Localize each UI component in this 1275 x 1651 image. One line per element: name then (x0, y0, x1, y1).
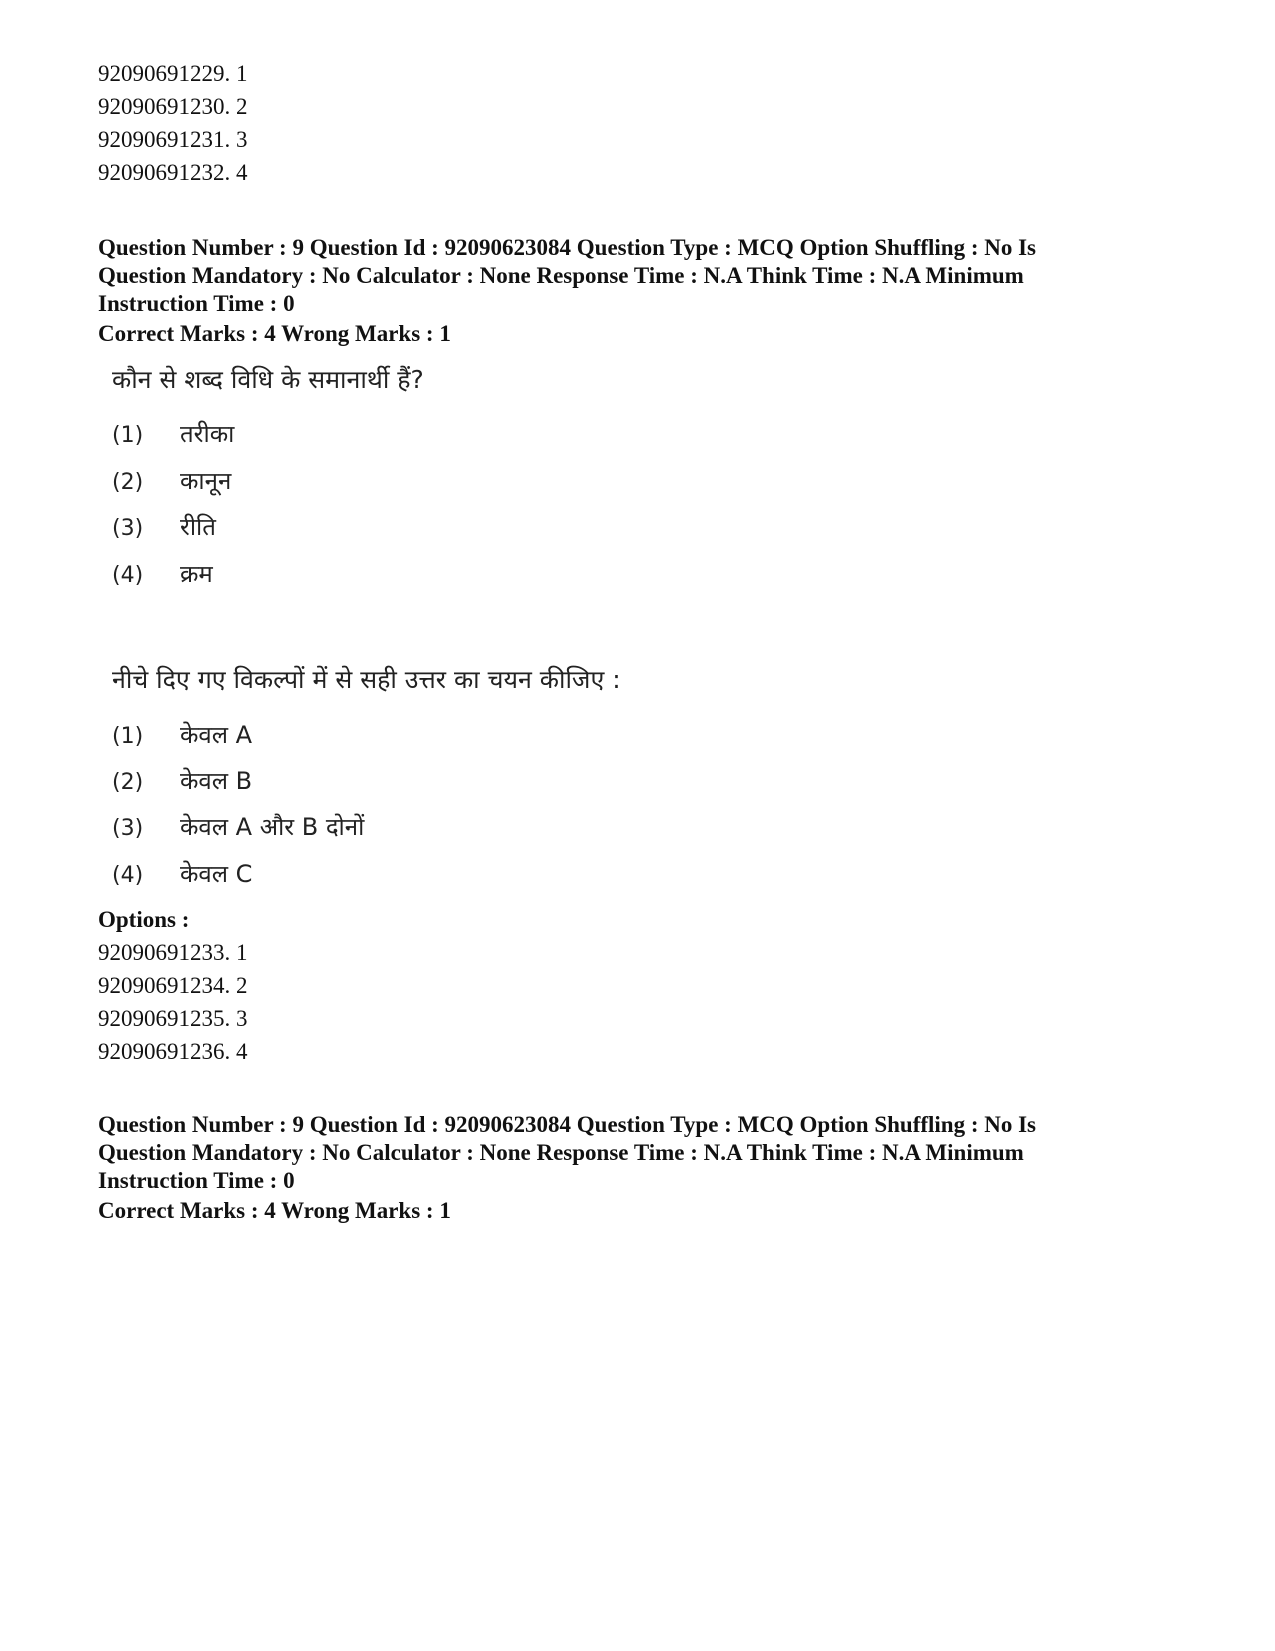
answer-choice (112, 718, 252, 751)
question-item-text: क्रम (180, 560, 213, 588)
question-item-number: (2) (112, 470, 144, 495)
question-item-text: कानून (180, 467, 232, 495)
option-line: 92090691229. 1 (98, 61, 248, 86)
question-meta (98, 234, 1188, 318)
question-item (112, 557, 213, 590)
answer-choice-number: (3) (112, 816, 144, 841)
option-line: 92090691233. 1 (98, 940, 248, 965)
question-meta (98, 1111, 1188, 1195)
answer-choice-text: केवल C (180, 860, 253, 888)
question-stem: कौन से शब्द विधि के समानार्थी हैं? (112, 365, 424, 394)
question-meta-line: Instruction Time : 0 (98, 1168, 295, 1193)
option-line: 92090691235. 3 (98, 1006, 248, 1031)
question-meta-line: Question Number : 9 Question Id : 92090623084 Question Type : MCQ Option Shuffling : No Is (98, 235, 1037, 260)
question-item (112, 510, 216, 543)
option-line: 92090691236. 4 (98, 1039, 248, 1064)
answer-choice (112, 810, 364, 843)
answer-choice (112, 764, 252, 797)
answer-choice (112, 857, 252, 890)
answer-choice-number: (1) (112, 724, 144, 749)
option-line: 92090691230. 2 (98, 94, 248, 119)
question-item-text: रीति (180, 513, 216, 541)
question-item (112, 464, 231, 497)
question-meta-line: Instruction Time : 0 (98, 291, 295, 316)
question-meta-line: Question Mandatory : No Calculator : None Response Time : N.A Think Time : N.A Minimum (98, 1140, 1024, 1165)
question-meta-line: Question Number : 9 Question Id : 92090623084 Question Type : MCQ Option Shuffling : No Is (98, 1112, 1037, 1137)
question-item-number: (4) (112, 563, 144, 588)
option-line: 92090691232. 4 (98, 160, 248, 185)
answer-choice-text: केवल A और B दोनों (180, 813, 365, 841)
question-item-number: (1) (112, 423, 144, 448)
question-marks: Correct Marks : 4 Wrong Marks : 1 (98, 321, 451, 346)
answer-choice-number: (4) (112, 863, 144, 888)
option-line: 92090691234. 2 (98, 973, 248, 998)
options-heading: Options : (98, 907, 190, 932)
question-item (112, 417, 234, 450)
question-item-number: (3) (112, 516, 144, 541)
answer-choice-text: केवल A (180, 721, 253, 749)
answer-choice-number: (2) (112, 770, 144, 795)
option-line: 92090691231. 3 (98, 127, 248, 152)
question-item-text: तरीका (180, 420, 235, 448)
question-instruction: नीचे दिए गए विकल्पों में से सही उत्तर का चयन कीजिए : (112, 665, 621, 694)
question-marks: Correct Marks : 4 Wrong Marks : 1 (98, 1198, 451, 1223)
question-meta-line: Question Mandatory : No Calculator : None Response Time : N.A Think Time : N.A Minimum (98, 263, 1024, 288)
answer-choice-text: केवल B (180, 767, 253, 795)
